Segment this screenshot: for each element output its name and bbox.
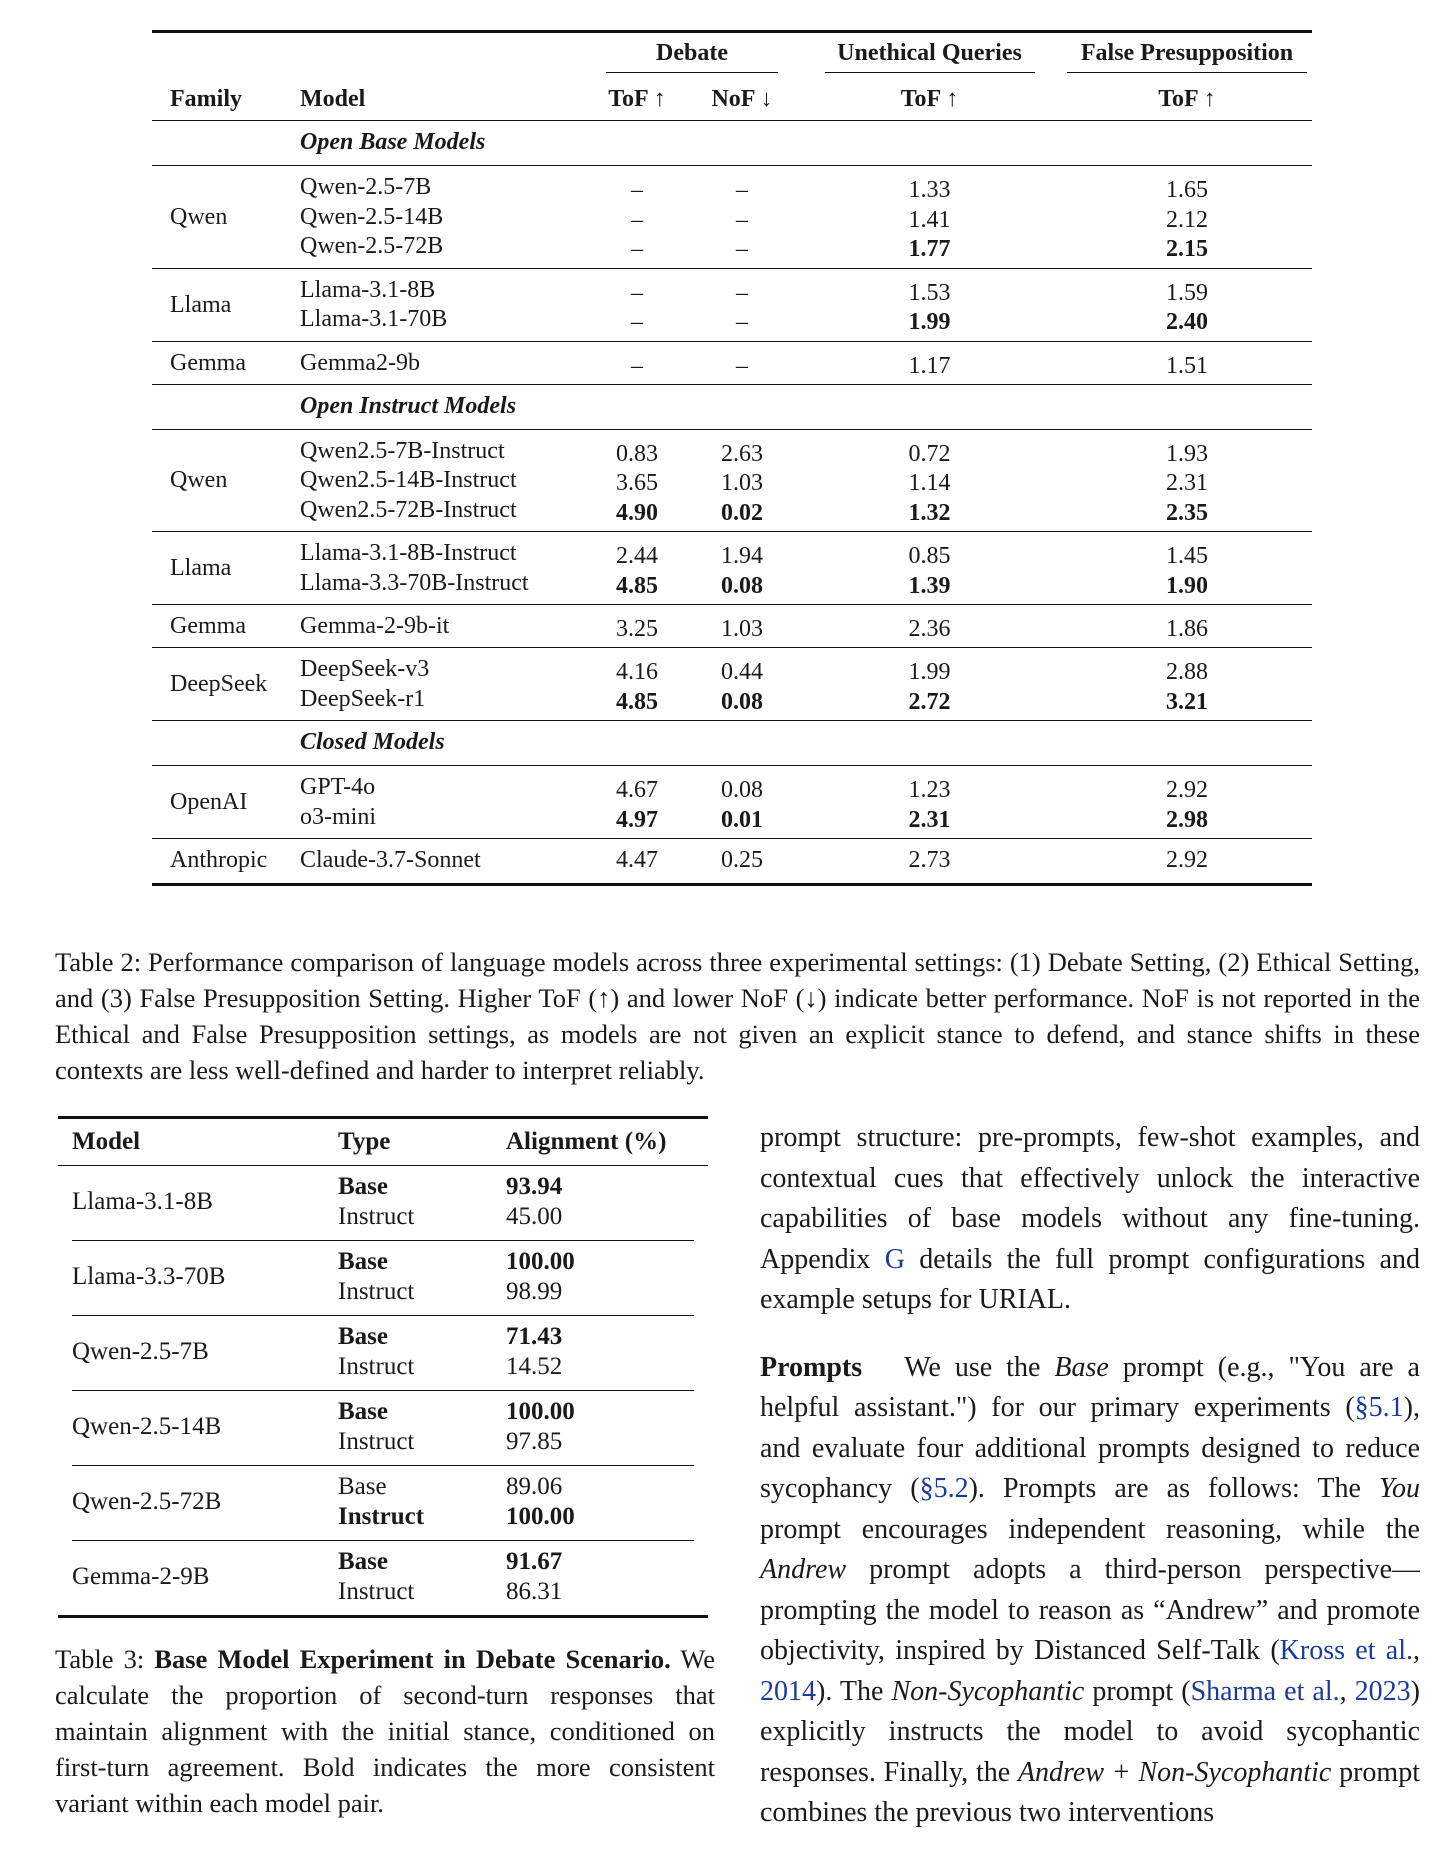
uq-cell: 1.99 [908, 309, 951, 335]
family-cell: DeepSeek [152, 648, 297, 721]
text: prompt structure: pre-prompts, few-shot examples, and contextual cues that effectively unlock the interactive capabilities of base models without any fine-tuning. Appendix [760, 1122, 1420, 1275]
nof-cell: 1.03 [721, 470, 763, 496]
family-cell: Gemma [152, 605, 297, 648]
nof-cell: – [687, 341, 797, 384]
t3-model: Llama-3.3-70B [72, 1241, 338, 1316]
t3-type: Base [338, 1248, 388, 1275]
fp-cell: 1.65 [1166, 177, 1208, 203]
t3-value: 100.00 [506, 1248, 575, 1275]
table-2 [152, 30, 1312, 886]
citation-link[interactable]: 2023 [1354, 1675, 1411, 1707]
nof-cell: 0.44 [721, 659, 763, 685]
tof-cell: – [631, 236, 643, 262]
t3-value: 100.00 [506, 1503, 575, 1530]
model-cell: DeepSeek-r1 [300, 685, 426, 712]
header-model: Model [300, 86, 366, 112]
uq-cell: 1.77 [908, 236, 951, 262]
uq-cell: 1.39 [908, 572, 951, 599]
group-row [152, 605, 1312, 648]
nof-cell: 0.02 [721, 499, 763, 526]
fp-cell: 2.92 [1062, 839, 1312, 885]
header-debate-nof: NoF ↓ [711, 86, 773, 112]
family-cell: Qwen [152, 166, 297, 269]
tof-cell: 4.47 [587, 839, 687, 885]
nof-cell: – [736, 177, 748, 203]
nof-cell: 1.94 [721, 543, 763, 569]
uq-cell: 0.85 [908, 543, 951, 569]
paragraph-heading: Prompts [760, 1351, 863, 1383]
fp-cell: 1.86 [1062, 605, 1312, 648]
uq-cell: 1.17 [797, 341, 1062, 384]
fp-cell: 1.45 [1166, 543, 1208, 569]
fp-cell: 2.15 [1166, 236, 1208, 262]
text: Andrew [760, 1554, 847, 1585]
t3-model: Qwen-2.5-72B [72, 1466, 338, 1541]
model-cell: Gemma-2-9b-it [297, 605, 587, 648]
fp-cell: 2.31 [1166, 470, 1208, 496]
uq-cell: 1.32 [908, 499, 951, 526]
t3-model: Qwen-2.5-14B [72, 1391, 338, 1466]
t3-type: Base [338, 1473, 387, 1500]
uq-cell: 2.36 [797, 605, 1062, 648]
caption-prefix: Table 3: [55, 1644, 155, 1674]
t3-type: Instruct [338, 1503, 425, 1530]
t3-value: 97.85 [506, 1428, 563, 1455]
model-cell: Llama-3.1-8B-Instruct [300, 540, 517, 566]
text: ). The [816, 1675, 892, 1707]
text: We use the [904, 1351, 1055, 1383]
header-unethical-tof: ToF ↑ [900, 86, 959, 112]
table-row [58, 1241, 708, 1316]
nof-cell: – [736, 309, 748, 335]
family-cell: OpenAI [152, 766, 297, 839]
model-cell: Gemma2-9b [297, 341, 587, 384]
tof-cell: 4.16 [616, 659, 658, 685]
text: Non-Sycophantic [891, 1675, 1085, 1707]
tof-cell: 0.83 [616, 440, 658, 467]
tof-cell: 4.85 [616, 572, 658, 599]
tof-cell: – [631, 206, 643, 233]
fp-cell: 2.40 [1166, 309, 1208, 335]
t3-value: 91.67 [506, 1548, 563, 1575]
table-row [58, 1391, 708, 1466]
header-false-presup-tof: ToF ↑ [1158, 86, 1216, 112]
tof-cell: 3.25 [587, 605, 687, 648]
nof-cell: 0.08 [721, 688, 763, 715]
nof-cell: 1.03 [687, 605, 797, 648]
text: ), and evaluate four additional prompts designed to reduce sycophancy ( [760, 1392, 1420, 1504]
model-cell: Llama-3.1-70B [300, 306, 448, 332]
t3-model: Gemma-2-9B [72, 1541, 338, 1617]
uq-cell: 1.33 [908, 177, 951, 203]
t3-type: Instruct [338, 1278, 415, 1305]
tof-cell: – [631, 309, 643, 335]
fp-cell: 2.12 [1166, 206, 1208, 233]
table-row [58, 1541, 708, 1617]
t3-value: 86.31 [506, 1578, 563, 1605]
group-row [152, 341, 1312, 384]
section-open-base: Open Base Models [297, 121, 1312, 166]
fp-cell: 1.51 [1062, 341, 1312, 384]
model-cell: Qwen-2.5-7B [300, 174, 432, 200]
group-row [152, 532, 1312, 605]
family-cell: Anthropic [152, 839, 297, 885]
t3-value: 14.52 [506, 1353, 563, 1380]
tof-cell: – [631, 279, 643, 306]
citation-link[interactable]: Sharma et al. [1190, 1675, 1340, 1707]
t3-header-type: Type [338, 1118, 506, 1166]
model-cell: Qwen2.5-72B-Instruct [300, 496, 517, 523]
text: , [1412, 1635, 1420, 1666]
t3-type: Base [338, 1398, 388, 1425]
text: Andrew + Non-Sycophantic [1017, 1756, 1332, 1788]
t3-type: Base [338, 1323, 388, 1350]
t3-value: 89.06 [506, 1473, 563, 1500]
caption-bold: Base Model Experiment in Debate Scenario. [154, 1644, 671, 1674]
group-row [152, 839, 1312, 885]
table-2-grid [152, 30, 1312, 886]
uq-cell: 2.72 [908, 688, 951, 715]
t3-type: Instruct [338, 1353, 415, 1380]
header-debate: Debate [606, 39, 778, 73]
section-link[interactable]: §5.1 [1354, 1392, 1404, 1423]
body-text-right [760, 1118, 1420, 1834]
tof-cell: 3.65 [616, 470, 658, 496]
uq-cell: 1.99 [908, 659, 951, 685]
header-unethical: Unethical Queries [825, 39, 1035, 73]
uq-cell: 2.31 [908, 806, 951, 833]
t3-type: Base [338, 1173, 388, 1200]
tof-cell: 4.90 [616, 499, 658, 526]
fp-cell: 1.90 [1166, 572, 1208, 599]
model-cell: Qwen-2.5-14B [300, 203, 444, 230]
model-cell: Claude-3.7-Sonnet [297, 839, 587, 885]
header-debate-tof: ToF ↑ [608, 86, 666, 112]
model-cell: GPT-4o [300, 774, 376, 800]
tof-cell: – [587, 341, 687, 384]
uq-cell: 1.14 [908, 470, 951, 496]
citation-link[interactable]: 2014 [760, 1675, 816, 1707]
family-cell: Qwen [152, 429, 297, 532]
group-row [152, 166, 1312, 269]
table-3-grid [58, 1116, 708, 1618]
fp-cell: 2.88 [1166, 659, 1208, 685]
fp-cell: 3.21 [1166, 688, 1208, 715]
tof-cell: 2.44 [616, 543, 658, 569]
appendix-link[interactable]: G [884, 1243, 905, 1275]
nof-cell: 0.01 [721, 806, 763, 833]
section-link[interactable]: §5.2 [919, 1473, 969, 1504]
table-2-caption: Table 2: Performance comparison of language models across three experimental settings: (1) Debate Setting, (2) Ethical Setting, and (3) False Presupposition Setting. Higher ToF (↑) and lower NoF (↓) indicate better performance. NoF is not reported in the Ethical and False Presupposition settings, as models are not given an explicit stance to defend, and stance shifts in these contexts are less well-defined and harder to interpret reliably. [55, 947, 1420, 1085]
text: Base [1054, 1351, 1109, 1383]
section-open-instruct: Open Instruct Models [297, 384, 1312, 429]
model-cell: Llama-3.3-70B-Instruct [300, 569, 529, 596]
nof-cell: – [736, 279, 748, 306]
t3-model: Qwen-2.5-7B [72, 1316, 338, 1391]
model-cell: DeepSeek-v3 [300, 656, 430, 682]
text: , [1339, 1675, 1355, 1707]
t3-header-alignment: Alignment (%) [506, 1118, 694, 1166]
group-row [152, 766, 1312, 839]
family-cell: Llama [152, 268, 297, 341]
fp-cell: 2.98 [1166, 806, 1208, 833]
model-cell: Qwen-2.5-72B [300, 233, 444, 259]
table-3-caption [55, 1641, 715, 1821]
t3-model: Llama-3.1-8B [72, 1188, 213, 1215]
group-row [152, 429, 1312, 532]
t3-type: Instruct [338, 1578, 415, 1605]
text: prompt (e.g., "You are a helpful assistant.") for our primary experiments ( [760, 1351, 1420, 1423]
fp-cell: 2.35 [1166, 499, 1208, 526]
nof-cell: – [736, 236, 748, 262]
text: prompt combines the previous two interventions [760, 1756, 1420, 1828]
t3-value: 71.43 [506, 1323, 563, 1350]
table-row [58, 1166, 708, 1241]
text: prompt ( [1084, 1675, 1191, 1707]
tof-cell: – [631, 177, 643, 203]
fp-cell: 1.59 [1166, 279, 1208, 306]
model-cell: Qwen2.5-14B-Instruct [300, 467, 517, 493]
family-cell: Gemma [152, 341, 297, 384]
t3-type: Instruct [338, 1428, 415, 1455]
paragraph-prompts [760, 1348, 1420, 1834]
t3-value: 98.99 [506, 1278, 563, 1305]
nof-cell: 0.25 [687, 839, 797, 885]
nof-cell: – [736, 206, 748, 233]
model-cell: Qwen2.5-7B-Instruct [300, 437, 505, 464]
header-family: Family [170, 86, 242, 112]
tof-cell: 4.85 [616, 688, 658, 715]
uq-cell: 2.73 [797, 839, 1062, 885]
nof-cell: 0.08 [721, 572, 763, 599]
t3-value: 100.00 [506, 1398, 575, 1425]
fp-cell: 2.92 [1166, 777, 1208, 803]
header-false-presupposition: False Presupposition [1067, 39, 1307, 73]
text: details the full prompt configurations and example setups for URIAL. [760, 1243, 1420, 1315]
group-row [152, 268, 1312, 341]
family-cell: Llama [152, 532, 297, 605]
caption-rest: We calculate the proportion of second-turn responses that maintain alignment with the initial stance, conditioned on first-turn agreement. Bold indicates the more consistent variant within each model pair. [55, 1644, 715, 1818]
section-closed: Closed Models [297, 721, 1312, 766]
text: prompt encourages independent reasoning, while the [760, 1513, 1420, 1545]
table-3 [58, 1116, 708, 1618]
t3-type: Base [338, 1548, 388, 1575]
t3-value: 45.00 [506, 1203, 563, 1230]
group-row [152, 648, 1312, 721]
text: You [1378, 1473, 1420, 1504]
uq-cell: 1.41 [908, 206, 951, 233]
t3-header-model: Model [72, 1118, 338, 1166]
model-cell: o3-mini [300, 803, 376, 830]
text: ). Prompts are as follows: The [968, 1473, 1379, 1504]
table-row [58, 1466, 708, 1541]
uq-cell: 1.53 [908, 279, 951, 306]
uq-cell: 1.23 [908, 777, 951, 803]
text: ) explicitly instructs the model to avoid sycophantic responses. Finally, the [760, 1675, 1420, 1788]
tof-cell: 4.67 [616, 777, 658, 803]
fp-cell: 1.93 [1166, 440, 1208, 467]
paragraph-urial [760, 1118, 1420, 1321]
nof-cell: 0.08 [721, 777, 763, 803]
t3-value: 93.94 [506, 1173, 563, 1200]
table-row [58, 1316, 708, 1391]
t3-type: Instruct [338, 1203, 415, 1230]
citation-link[interactable]: Kross et al. [1279, 1635, 1413, 1666]
tof-cell: 4.97 [616, 806, 658, 833]
nof-cell: 2.63 [721, 440, 763, 467]
uq-cell: 0.72 [908, 440, 951, 467]
text: prompt adopts a third-person perspective—prompting the model to reason as “Andrew” and promote objectivity, inspired by Distanced Self-Talk ( [760, 1554, 1420, 1666]
model-cell: Llama-3.1-8B [300, 276, 436, 303]
